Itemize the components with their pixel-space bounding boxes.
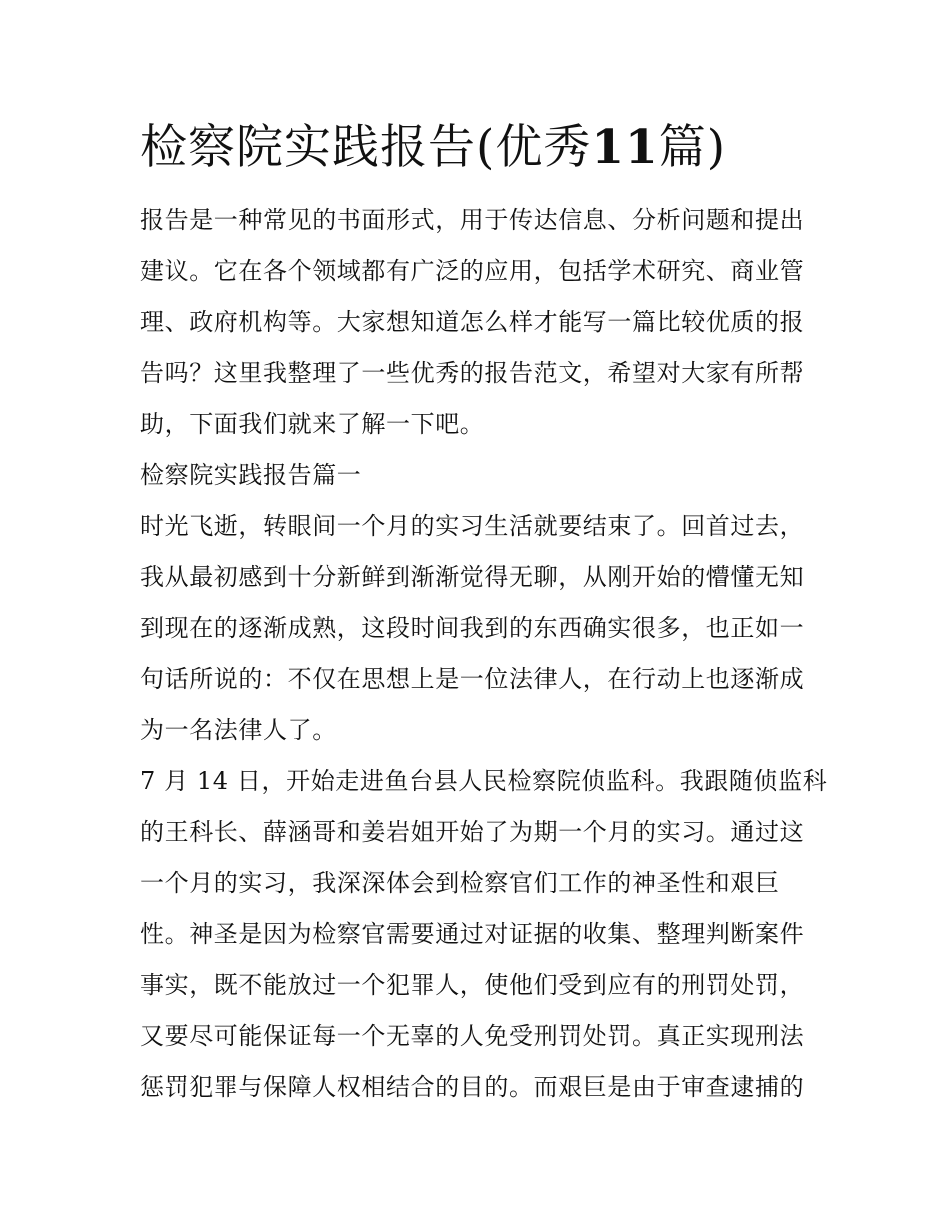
body-line-2: 我从最初感到十分新鲜到渐渐觉得无聊，从刚开始的懵懂无知 [140,563,805,591]
intro-line-5: 助，下面我们就来了解一下吧。 [140,410,485,438]
body-line-10: 事实，既不能放过一个犯罪人，使他们受到应有的刑罚处罚， [140,971,805,999]
body-line-5: 为一名法律人了。 [140,716,337,744]
body-line-8: 一个月的实习，我深深体会到检察官们工作的神圣性和艰巨 [140,869,780,897]
body-line-11: 又要尽可能保证每一个无辜的人免受刑罚处罚。真正实现刑法 [140,1022,805,1050]
body-line-9: 性。神圣是因为检察官需要通过对证据的收集、整理判断案件 [140,920,805,948]
title-number: 11 [591,120,659,175]
document-title [140,116,726,180]
intro-line-3: 理、政府机构等。大家想知道怎么样才能写一篇比较优质的报 [140,308,805,336]
body-line-4: 句话所说的：不仅在思想上是一位法律人，在行动上也逐渐成 [140,665,805,693]
body-line-7: 的王科长、薛涵哥和姜岩姐开始了为期一个月的实习。通过这 [140,818,805,846]
body-line-3: 到现在的逐渐成熟，这段时间我到的东西确实很多，也正如一 [140,614,805,642]
body-line-6: 7 月 14 日，开始走进鱼台县人民检察院侦监科。我跟随侦监科 [140,767,828,795]
body-line-12: 惩罚犯罪与保障人权相结合的目的。而艰巨是由于审查逮捕的 [140,1073,805,1101]
section-heading: 检察院实践报告篇一 [140,461,362,489]
body-line-1: 时光飞逝，转眼间一个月的实习生活就要结束了。回首过去， [140,512,805,540]
intro-line-1: 报告是一种常见的书面形式，用于传达信息、分析问题和提出 [140,206,805,234]
intro-line-4: 告吗？这里我整理了一些优秀的报告范文，希望对大家有所帮 [140,359,805,387]
title-suffix: 篇) [658,120,727,175]
title-text: 检察院实践报告(优秀 [140,120,592,175]
intro-line-2: 建议。它在各个领域都有广泛的应用，包括学术研究、商业管 [140,257,805,285]
